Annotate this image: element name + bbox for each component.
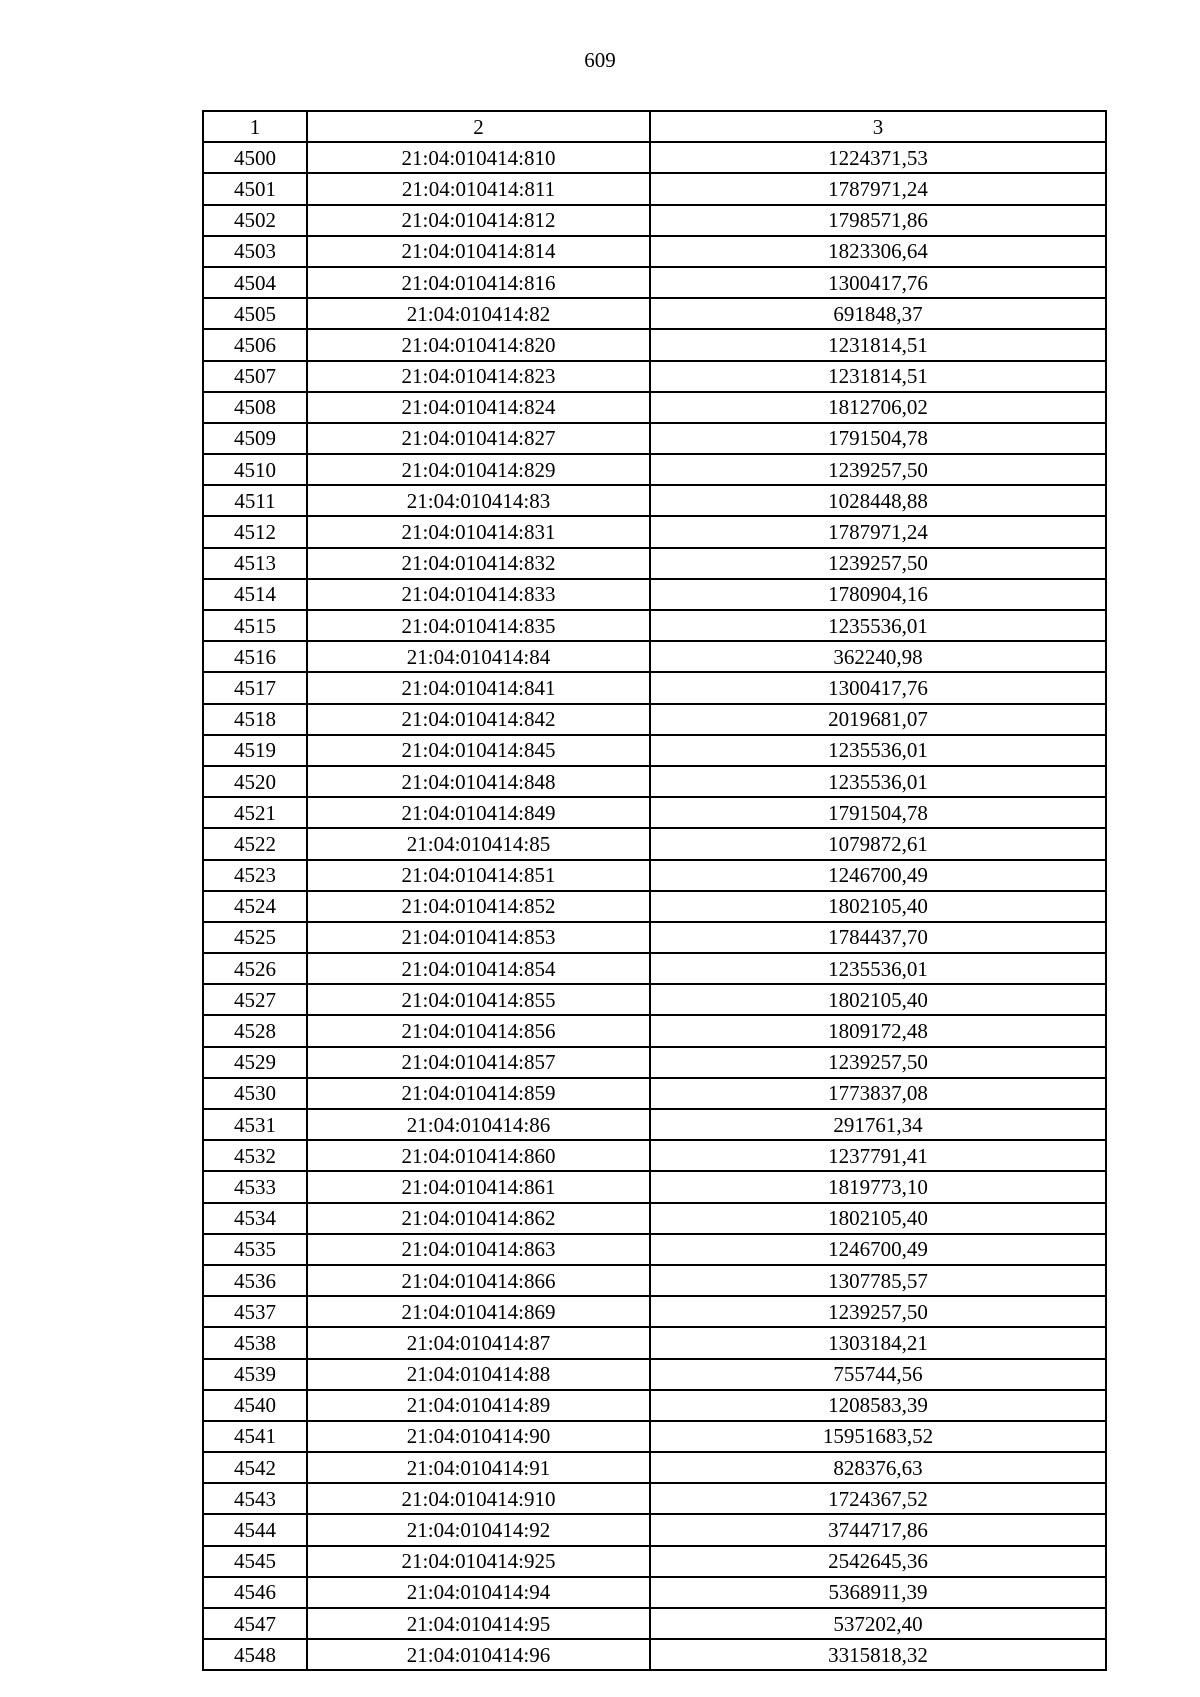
value-cell: 1246700,49 <box>650 860 1106 891</box>
table-body <box>203 142 1106 1670</box>
value-cell: 537202,40 <box>650 1608 1106 1639</box>
column-header-1: 1 <box>203 111 307 142</box>
row-number-cell: 4527 <box>203 984 307 1015</box>
cadastral-number-cell: 21:04:010414:92 <box>307 1514 650 1545</box>
value-cell: 1224371,53 <box>650 142 1106 173</box>
row-number-cell: 4503 <box>203 236 307 267</box>
cadastral-number-cell: 21:04:010414:82 <box>307 298 650 329</box>
cadastral-number-cell: 21:04:010414:83 <box>307 485 650 516</box>
table-row <box>203 298 1106 329</box>
table-row <box>203 735 1106 766</box>
row-number-cell: 4544 <box>203 1514 307 1545</box>
value-cell: 691848,37 <box>650 298 1106 329</box>
cadastral-number-cell: 21:04:010414:854 <box>307 953 650 984</box>
cadastral-number-cell: 21:04:010414:823 <box>307 361 650 392</box>
value-cell: 1028448,88 <box>650 485 1106 516</box>
table-row <box>203 548 1106 579</box>
row-number-cell: 4534 <box>203 1203 307 1234</box>
table-row <box>203 1514 1106 1545</box>
row-number-cell: 4501 <box>203 173 307 204</box>
table-row <box>203 1140 1106 1171</box>
cadastral-number-cell: 21:04:010414:831 <box>307 516 650 547</box>
value-cell: 1809172,48 <box>650 1015 1106 1046</box>
table-row <box>203 1047 1106 1078</box>
value-cell: 362240,98 <box>650 641 1106 672</box>
table-row <box>203 1296 1106 1327</box>
value-cell: 1237791,41 <box>650 1140 1106 1171</box>
row-number-cell: 4516 <box>203 641 307 672</box>
table-row <box>203 1483 1106 1514</box>
value-cell: 755744,56 <box>650 1359 1106 1390</box>
row-number-cell: 4523 <box>203 860 307 891</box>
value-cell: 1231814,51 <box>650 329 1106 360</box>
cadastral-number-cell: 21:04:010414:860 <box>307 1140 650 1171</box>
cadastral-number-cell: 21:04:010414:853 <box>307 922 650 953</box>
row-number-cell: 4521 <box>203 797 307 828</box>
table-row <box>203 361 1106 392</box>
row-number-cell: 4539 <box>203 1359 307 1390</box>
row-number-cell: 4545 <box>203 1546 307 1577</box>
table-row <box>203 641 1106 672</box>
table-row <box>203 1359 1106 1390</box>
cadastral-number-cell: 21:04:010414:811 <box>307 173 650 204</box>
table-row <box>203 1327 1106 1358</box>
table-row <box>203 922 1106 953</box>
value-cell: 291761,34 <box>650 1109 1106 1140</box>
table-row <box>203 1203 1106 1234</box>
value-cell: 1235536,01 <box>650 766 1106 797</box>
table-row <box>203 1078 1106 1109</box>
table-row <box>203 142 1106 173</box>
table-row <box>203 1577 1106 1608</box>
cadastral-number-cell: 21:04:010414:86 <box>307 1109 650 1140</box>
table-row <box>203 329 1106 360</box>
value-cell: 1235536,01 <box>650 735 1106 766</box>
row-number-cell: 4532 <box>203 1140 307 1171</box>
table-row <box>203 1234 1106 1265</box>
cadastral-number-cell: 21:04:010414:835 <box>307 610 650 641</box>
table-row <box>203 205 1106 236</box>
cadastral-number-cell: 21:04:010414:845 <box>307 735 650 766</box>
value-cell: 1802105,40 <box>650 891 1106 922</box>
cadastral-number-cell: 21:04:010414:820 <box>307 329 650 360</box>
row-number-cell: 4513 <box>203 548 307 579</box>
cadastral-number-cell: 21:04:010414:824 <box>307 392 650 423</box>
cadastral-number-cell: 21:04:010414:87 <box>307 1327 650 1358</box>
value-cell: 1303184,21 <box>650 1327 1106 1358</box>
row-number-cell: 4518 <box>203 704 307 735</box>
value-cell: 1802105,40 <box>650 984 1106 1015</box>
cadastral-number-cell: 21:04:010414:832 <box>307 548 650 579</box>
row-number-cell: 4543 <box>203 1483 307 1514</box>
cadastral-number-cell: 21:04:010414:861 <box>307 1171 650 1202</box>
value-cell: 1239257,50 <box>650 548 1106 579</box>
table-row <box>203 828 1106 859</box>
table-row <box>203 766 1106 797</box>
cadastral-number-cell: 21:04:010414:866 <box>307 1265 650 1296</box>
cadastral-number-cell: 21:04:010414:827 <box>307 423 650 454</box>
value-cell: 1791504,78 <box>650 423 1106 454</box>
row-number-cell: 4535 <box>203 1234 307 1265</box>
cadastral-number-cell: 21:04:010414:849 <box>307 797 650 828</box>
row-number-cell: 4528 <box>203 1015 307 1046</box>
cadastral-number-cell: 21:04:010414:841 <box>307 672 650 703</box>
row-number-cell: 4525 <box>203 922 307 953</box>
column-header-3: 3 <box>650 111 1106 142</box>
cadastral-number-cell: 21:04:010414:96 <box>307 1639 650 1670</box>
table-row <box>203 891 1106 922</box>
row-number-cell: 4524 <box>203 891 307 922</box>
row-number-cell: 4548 <box>203 1639 307 1670</box>
table-row <box>203 984 1106 1015</box>
table-row <box>203 1390 1106 1421</box>
table-row <box>203 953 1106 984</box>
value-cell: 1307785,57 <box>650 1265 1106 1296</box>
value-cell: 1724367,52 <box>650 1483 1106 1514</box>
value-cell: 2542645,36 <box>650 1546 1106 1577</box>
cadastral-number-cell: 21:04:010414:84 <box>307 641 650 672</box>
table-row <box>203 610 1106 641</box>
value-cell: 1208583,39 <box>650 1390 1106 1421</box>
value-cell: 1819773,10 <box>650 1171 1106 1202</box>
row-number-cell: 4505 <box>203 298 307 329</box>
table-row <box>203 579 1106 610</box>
data-table <box>202 110 1107 1671</box>
table-row <box>203 1015 1106 1046</box>
row-number-cell: 4517 <box>203 672 307 703</box>
column-header-2: 2 <box>307 111 650 142</box>
cadastral-number-cell: 21:04:010414:85 <box>307 828 650 859</box>
row-number-cell: 4537 <box>203 1296 307 1327</box>
value-cell: 1300417,76 <box>650 267 1106 298</box>
table-row <box>203 267 1106 298</box>
table-row <box>203 797 1106 828</box>
row-number-cell: 4506 <box>203 329 307 360</box>
value-cell: 1239257,50 <box>650 454 1106 485</box>
table-row <box>203 1109 1106 1140</box>
cadastral-number-cell: 21:04:010414:89 <box>307 1390 650 1421</box>
row-number-cell: 4542 <box>203 1452 307 1483</box>
value-cell: 1231814,51 <box>650 361 1106 392</box>
cadastral-number-cell: 21:04:010414:816 <box>307 267 650 298</box>
table-row <box>203 1639 1106 1670</box>
value-cell: 5368911,39 <box>650 1577 1106 1608</box>
value-cell: 15951683,52 <box>650 1421 1106 1452</box>
row-number-cell: 4546 <box>203 1577 307 1608</box>
value-cell: 1773837,08 <box>650 1078 1106 1109</box>
value-cell: 3744717,86 <box>650 1514 1106 1545</box>
table-row <box>203 392 1106 423</box>
value-cell: 1787971,24 <box>650 173 1106 204</box>
row-number-cell: 4536 <box>203 1265 307 1296</box>
table-row <box>203 236 1106 267</box>
row-number-cell: 4504 <box>203 267 307 298</box>
table-row <box>203 173 1106 204</box>
value-cell: 1798571,86 <box>650 205 1106 236</box>
row-number-cell: 4510 <box>203 454 307 485</box>
row-number-cell: 4520 <box>203 766 307 797</box>
cadastral-number-cell: 21:04:010414:848 <box>307 766 650 797</box>
cadastral-number-cell: 21:04:010414:852 <box>307 891 650 922</box>
table-row <box>203 1546 1106 1577</box>
cadastral-number-cell: 21:04:010414:88 <box>307 1359 650 1390</box>
cadastral-number-cell: 21:04:010414:910 <box>307 1483 650 1514</box>
cadastral-number-cell: 21:04:010414:833 <box>307 579 650 610</box>
cadastral-number-cell: 21:04:010414:90 <box>307 1421 650 1452</box>
row-number-cell: 4547 <box>203 1608 307 1639</box>
cadastral-number-cell: 21:04:010414:842 <box>307 704 650 735</box>
cadastral-number-cell: 21:04:010414:94 <box>307 1577 650 1608</box>
row-number-cell: 4530 <box>203 1078 307 1109</box>
value-cell: 1079872,61 <box>650 828 1106 859</box>
table-row <box>203 1421 1106 1452</box>
row-number-cell: 4515 <box>203 610 307 641</box>
value-cell: 1239257,50 <box>650 1296 1106 1327</box>
row-number-cell: 4533 <box>203 1171 307 1202</box>
cadastral-number-cell: 21:04:010414:925 <box>307 1546 650 1577</box>
value-cell: 1235536,01 <box>650 953 1106 984</box>
row-number-cell: 4512 <box>203 516 307 547</box>
value-cell: 1812706,02 <box>650 392 1106 423</box>
cadastral-number-cell: 21:04:010414:857 <box>307 1047 650 1078</box>
row-number-cell: 4540 <box>203 1390 307 1421</box>
table-row <box>203 454 1106 485</box>
row-number-cell: 4531 <box>203 1109 307 1140</box>
value-cell: 1787971,24 <box>650 516 1106 547</box>
cadastral-number-cell: 21:04:010414:869 <box>307 1296 650 1327</box>
value-cell: 1784437,70 <box>650 922 1106 953</box>
cadastral-number-cell: 21:04:010414:863 <box>307 1234 650 1265</box>
table-row <box>203 860 1106 891</box>
value-cell: 828376,63 <box>650 1452 1106 1483</box>
row-number-cell: 4526 <box>203 953 307 984</box>
cadastral-number-cell: 21:04:010414:859 <box>307 1078 650 1109</box>
cadastral-number-cell: 21:04:010414:856 <box>307 1015 650 1046</box>
row-number-cell: 4519 <box>203 735 307 766</box>
value-cell: 1802105,40 <box>650 1203 1106 1234</box>
value-cell: 1239257,50 <box>650 1047 1106 1078</box>
table-row <box>203 423 1106 454</box>
value-cell: 1791504,78 <box>650 797 1106 828</box>
cadastral-number-cell: 21:04:010414:95 <box>307 1608 650 1639</box>
value-cell: 1823306,64 <box>650 236 1106 267</box>
cadastral-number-cell: 21:04:010414:855 <box>307 984 650 1015</box>
table-row <box>203 704 1106 735</box>
row-number-cell: 4508 <box>203 392 307 423</box>
value-cell: 1780904,16 <box>650 579 1106 610</box>
table-row <box>203 485 1106 516</box>
row-number-cell: 4509 <box>203 423 307 454</box>
table-row <box>203 1452 1106 1483</box>
table-row <box>203 672 1106 703</box>
table-header-row <box>203 111 1106 142</box>
row-number-cell: 4514 <box>203 579 307 610</box>
cadastral-number-cell: 21:04:010414:814 <box>307 236 650 267</box>
cadastral-number-cell: 21:04:010414:829 <box>307 454 650 485</box>
value-cell: 2019681,07 <box>650 704 1106 735</box>
table-row <box>203 1171 1106 1202</box>
value-cell: 1235536,01 <box>650 610 1106 641</box>
row-number-cell: 4529 <box>203 1047 307 1078</box>
cadastral-number-cell: 21:04:010414:851 <box>307 860 650 891</box>
value-cell: 1300417,76 <box>650 672 1106 703</box>
row-number-cell: 4507 <box>203 361 307 392</box>
value-cell: 3315818,32 <box>650 1639 1106 1670</box>
row-number-cell: 4511 <box>203 485 307 516</box>
cadastral-number-cell: 21:04:010414:810 <box>307 142 650 173</box>
cadastral-number-cell: 21:04:010414:91 <box>307 1452 650 1483</box>
row-number-cell: 4541 <box>203 1421 307 1452</box>
row-number-cell: 4538 <box>203 1327 307 1358</box>
cadastral-number-cell: 21:04:010414:812 <box>307 205 650 236</box>
row-number-cell: 4502 <box>203 205 307 236</box>
row-number-cell: 4522 <box>203 828 307 859</box>
value-cell: 1246700,49 <box>650 1234 1106 1265</box>
table-row <box>203 516 1106 547</box>
page-number: 609 <box>584 48 616 72</box>
cadastral-number-cell: 21:04:010414:862 <box>307 1203 650 1234</box>
table-row <box>203 1608 1106 1639</box>
table-row <box>203 1265 1106 1296</box>
row-number-cell: 4500 <box>203 142 307 173</box>
